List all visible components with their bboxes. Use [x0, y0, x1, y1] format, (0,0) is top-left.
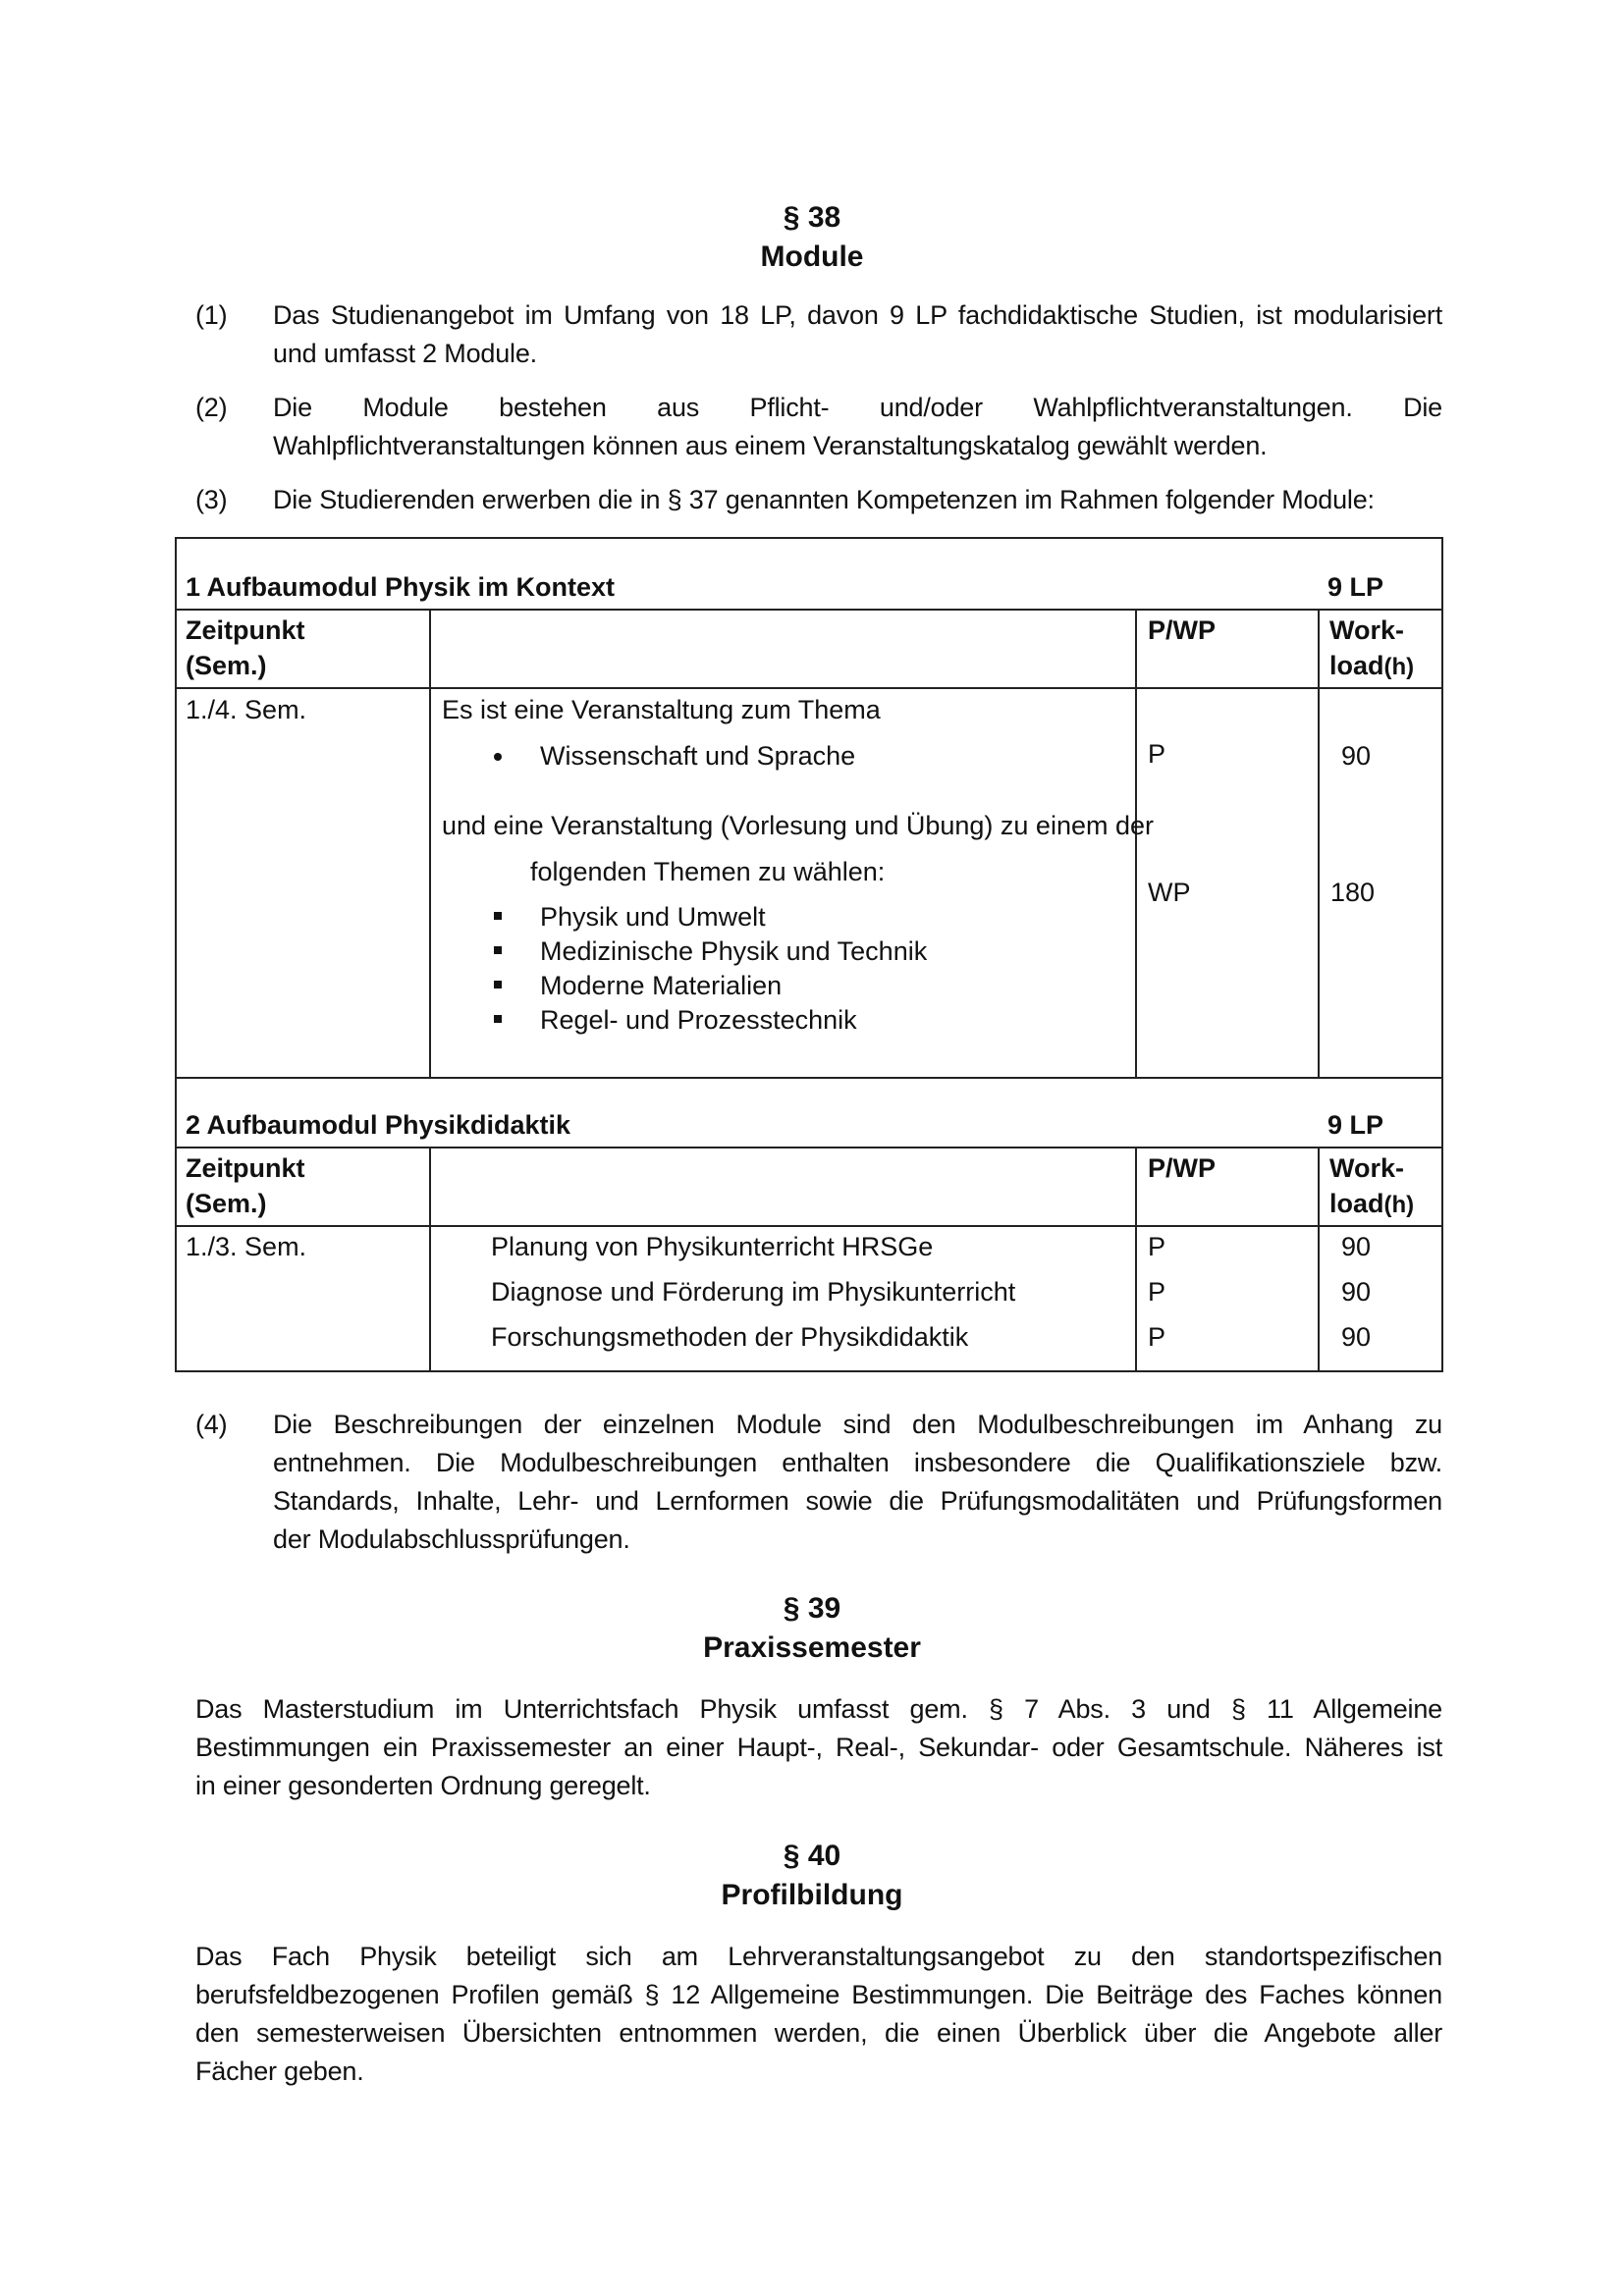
module-1-title: 1 Aufbaumodul Physik im Kontext [186, 572, 616, 602]
section-40-number: § 40 [783, 1840, 841, 1872]
paragraph-number: (4) [195, 1410, 228, 1439]
module-1-topic-1: Wissenschaft und Sprache [540, 738, 855, 774]
section-39-text: Das Masterstudium im Unterrichtsfach Physik umfasst gem. § 7 Abs. 3 und § 11 Allgemeine Bestimmungen ein Praxissemester an einer Haupt-, Real-, Sekundar- oder Gesamtschule. Näheres ist in einer gesonderten Ordnung geregelt. [195, 1694, 1442, 1800]
paragraph-3 [195, 481, 1442, 520]
paragraph-text: Die Module bestehen aus Pflicht- und/oder Wahlpflichtveranstaltungen. Die Wahlpflichtveranstaltungen können aus einem Veranstaltungskatalog gewählt werden. [273, 393, 1442, 460]
paragraph-text: Die Studierenden erwerben die in § 37 genannten Kompetenzen im Rahmen folgender Module: [273, 485, 1375, 514]
module-2-credits: 9 LP [1327, 1110, 1384, 1140]
col-workload: Work- load(h) [1329, 615, 1415, 680]
col-zeitpunkt: Zeitpunkt (Sem.) [186, 615, 305, 680]
module-1-topic-1-hours: 90 [1341, 741, 1372, 771]
col-zeitpunkt: Zeitpunkt (Sem.) [186, 1153, 305, 1218]
module-1-body [177, 689, 1441, 1079]
module-1-option: Moderne Materialien [540, 968, 782, 1003]
module-2-course-pwp: P [1148, 1277, 1166, 1307]
section-40-text: Das Fach Physik beteiligt sich am Lehrveranstaltungsangebot zu den standortspezifischen berufsfeldbezogenen Profilen gemäß § 12 Allgemeine Bestimmungen. Die Beiträge des Faches können den semesterweisen Übersichten entnommen werden, die einen Überblick über die Angebote aller Fächer geben. [195, 1942, 1442, 2086]
module-2-course: Planung von Physikunterricht HRSGe [491, 1232, 934, 1261]
module-1-semester: 1./4. Sem. [186, 695, 307, 724]
module-2-course-pwp: P [1148, 1322, 1166, 1352]
section-38-title: Module [760, 240, 864, 273]
module-2-course: Diagnose und Förderung im Physikunterricht [491, 1277, 1016, 1307]
module-1-choice-pwp: WP [1148, 878, 1191, 907]
section-39-title: Praxissemester [703, 1631, 921, 1664]
module-2-column-headers [177, 1148, 1441, 1227]
section-40-title: Profilbildung [721, 1879, 903, 1911]
col-workload: Work- load(h) [1329, 1153, 1415, 1218]
module-2-course-hours: 90 [1341, 1322, 1372, 1352]
module-2-course-hours: 90 [1341, 1277, 1372, 1307]
module-2-course-hours: 90 [1341, 1232, 1372, 1261]
module-1-table [175, 537, 1443, 1079]
module-1-option: Regel- und Prozesstechnik [540, 1002, 857, 1038]
module-1-choice-hours: 180 [1330, 878, 1376, 907]
module-2-body [177, 1227, 1441, 1370]
paragraph-1 [195, 296, 1442, 375]
paragraph-4 [195, 1406, 1442, 1563]
paragraph-number: (2) [195, 393, 228, 422]
section-38-number: § 38 [783, 201, 841, 234]
module-2-header [177, 1077, 1441, 1148]
paragraph-text: Das Studienangebot im Umfang von 18 LP, davon 9 LP fachdidaktische Studien, ist modularisiert und umfasst 2 Module. [273, 300, 1442, 368]
module-1-option: Physik und Umwelt [540, 899, 766, 934]
module-1-choice-line-2: folgenden Themen zu wählen: [530, 857, 886, 886]
paragraph-number: (1) [195, 300, 228, 330]
module-2-semester: 1./3. Sem. [186, 1232, 307, 1261]
module-1-header [177, 539, 1441, 611]
module-1-option: Medizinische Physik und Technik [540, 934, 927, 969]
paragraph-number: (3) [195, 485, 228, 514]
module-1-column-headers [177, 611, 1441, 689]
module-1-intro: Es ist eine Veranstaltung zum Thema [442, 695, 881, 724]
module-1-credits: 9 LP [1327, 572, 1384, 602]
section-39-number: § 39 [783, 1592, 841, 1625]
module-1-topic-1-pwp: P [1148, 739, 1166, 769]
module-2-course-pwp: P [1148, 1232, 1166, 1261]
col-pwp: P/WP [1148, 615, 1217, 645]
module-2-course: Forschungsmethoden der Physikdidaktik [491, 1322, 969, 1352]
col-pwp: P/WP [1148, 1153, 1217, 1183]
module-2-title: 2 Aufbaumodul Physikdidaktik [186, 1110, 571, 1140]
paragraph-2 [195, 389, 1442, 467]
module-1-choice-line-1: und eine Veranstaltung (Vorlesung und Übung) zu einem der [442, 811, 1154, 840]
module-2-table [175, 1077, 1443, 1372]
paragraph-text: Die Beschreibungen der einzelnen Module sind den Modulbeschreibungen im Anhang zu entnehmen. Die Modulbeschreibungen enthalten insbesondere die Qualifikationsziele bzw. Standards, Inhalte, Lehr- und Lernformen sowie die Prüfungsmodalitäten und Prüfungsformen der Modulabschlussprüfungen. [273, 1410, 1442, 1554]
